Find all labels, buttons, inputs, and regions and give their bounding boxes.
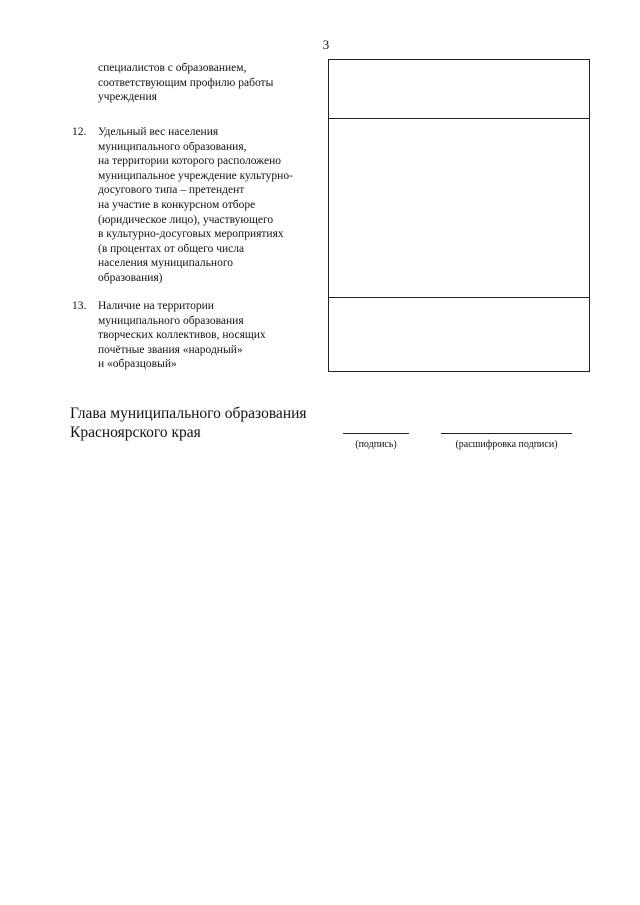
- item-text: [98, 125, 322, 286]
- item-text: [98, 61, 322, 105]
- item-text-line: на участие в конкурсном отборе: [98, 198, 256, 211]
- page-number: 3: [322, 37, 330, 52]
- item-text-line: населения муниципального: [98, 257, 233, 270]
- item-text-line: муниципальное учреждение культурно-: [98, 169, 293, 182]
- signature-field[interactable]: [343, 433, 409, 450]
- item-text-line: и «образцовый»: [98, 358, 177, 371]
- signatory-title: [70, 404, 307, 442]
- item-text-line: (в процентах от общего числа: [98, 242, 245, 255]
- item-text-line: соответствующим профилю работы: [98, 76, 274, 89]
- item-text-line: муниципального образования: [98, 314, 244, 327]
- value-cell[interactable]: [328, 59, 590, 119]
- value-cell[interactable]: [328, 118, 590, 298]
- item-text-line: досугового типа – претендент: [98, 184, 245, 197]
- item-text-line: почётные звания «народный»: [98, 343, 243, 356]
- item-text-line: муниципального образования,: [98, 140, 247, 153]
- item-text-line: Наличие на территории: [98, 300, 214, 312]
- signature-decoding-field[interactable]: [441, 433, 572, 450]
- item-text-line: специалистов с образованием,: [98, 62, 247, 74]
- list-item: [72, 61, 322, 105]
- item-text: [98, 299, 322, 372]
- item-number: 12.: [72, 126, 87, 138]
- item-text-line: учреждения: [98, 91, 157, 104]
- item-text-line: на территории которого расположено: [98, 155, 281, 168]
- item-text-line: (юридическое лицо), участвующего: [98, 213, 274, 226]
- signatory-title-line: Глава муниципального образования: [70, 405, 307, 422]
- item-text-line: в культурно-досуговых мероприятиях: [98, 228, 284, 241]
- signature-decoding-caption: (расшифровка подписи): [455, 439, 558, 450]
- signature-line: [343, 433, 409, 434]
- signature-caption: (подпись): [355, 439, 397, 450]
- item-text-line: творческих коллективов, носящих: [98, 329, 266, 342]
- list-item: [72, 125, 322, 286]
- item-number: 13.: [72, 300, 87, 312]
- value-cell[interactable]: [328, 297, 590, 372]
- signature-decoding-line: [441, 433, 572, 434]
- item-text-line: образования): [98, 271, 163, 284]
- list-item: [72, 299, 322, 372]
- item-text-line: Удельный вес населения: [98, 126, 219, 138]
- signatory-title-line: Красноярского края: [70, 424, 201, 441]
